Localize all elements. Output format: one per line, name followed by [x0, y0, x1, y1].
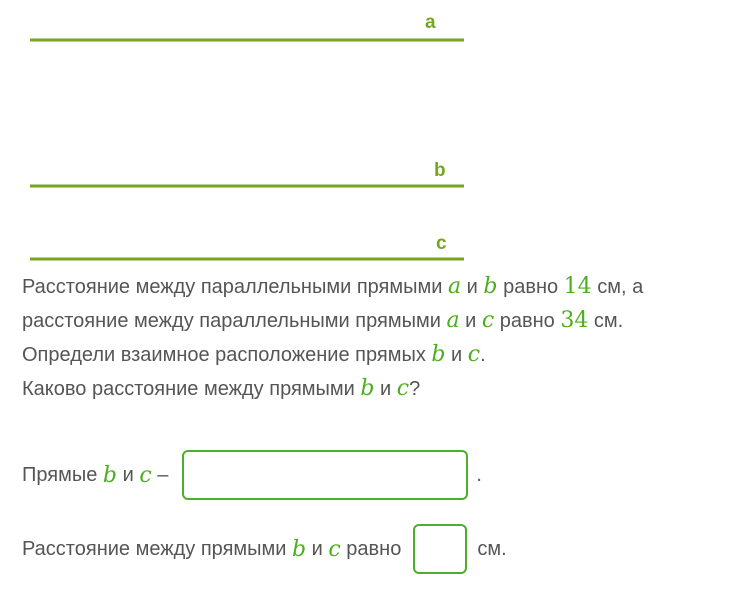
problem-text: Расстояние между параллельными прямыми [22, 276, 448, 298]
problem-line-3 [22, 338, 742, 372]
math-variable: a [448, 274, 462, 299]
problem-text: и [459, 310, 482, 332]
distance-input[interactable] [413, 524, 467, 574]
line-b-label: b [434, 160, 446, 181]
problem-text: и [445, 344, 468, 366]
problem-text: . [480, 344, 486, 366]
problem-text: см, а [591, 276, 644, 298]
problem-line-2 [22, 304, 742, 338]
dash-text: – [151, 463, 169, 486]
answer-label: и [117, 463, 140, 486]
problem-text: см. [588, 310, 624, 332]
answer-label: равно [340, 537, 402, 560]
parallel-lines-figure [0, 0, 752, 270]
line-c-label: c [436, 233, 447, 254]
answer-row-position [22, 450, 482, 500]
math-variable: c [396, 376, 410, 401]
problem-line-4 [22, 372, 742, 406]
problem-text: Определи взаимное расположение прямых [22, 344, 432, 366]
math-number: 14 [563, 274, 592, 299]
problem-line-1 [22, 270, 742, 304]
answer-label: и [306, 537, 329, 560]
problem-text: расстояние между параллельными прямыми [22, 310, 447, 332]
math-variable: c [139, 462, 152, 488]
lines-relation-input[interactable] [182, 450, 468, 500]
math-variable: b [102, 462, 118, 488]
math-variable: b [360, 376, 375, 401]
math-variable: b [483, 274, 498, 299]
line-a-label: a [425, 12, 436, 33]
problem-text: равно [497, 276, 564, 298]
math-number: 34 [560, 308, 589, 333]
problem-text: и [374, 378, 397, 400]
math-variable: b [431, 342, 446, 367]
unit-text: см. [477, 537, 507, 560]
math-variable: c [481, 308, 495, 333]
problem-text: ? [409, 378, 421, 400]
answer-label: Расстояние между прямыми [22, 537, 292, 560]
math-variable: c [467, 342, 481, 367]
problem-text: равно [494, 310, 561, 332]
problem-statement [22, 270, 742, 406]
period-text: . [476, 463, 482, 486]
answer-label: Прямые [22, 463, 103, 486]
problem-text: Каково расстояние между прямыми [22, 378, 361, 400]
math-variable: a [446, 308, 460, 333]
answer-row-distance [22, 524, 507, 574]
problem-text: и [461, 276, 484, 298]
math-variable: c [328, 536, 341, 562]
math-variable: b [292, 536, 307, 562]
